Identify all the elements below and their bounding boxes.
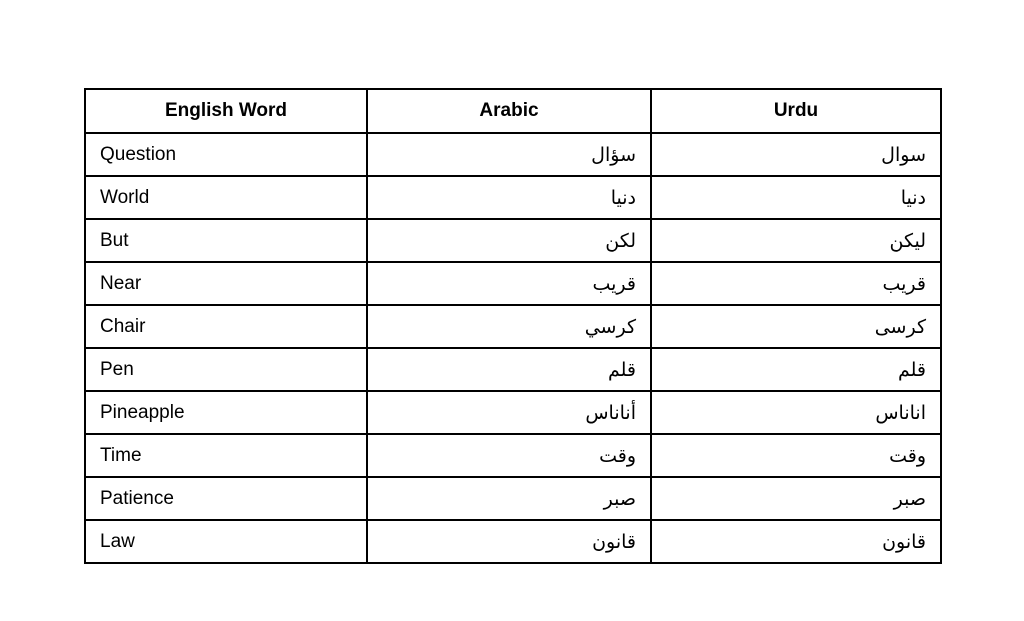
table-row (85, 305, 941, 348)
cell-urdu: دنیا (651, 176, 941, 219)
table-row (85, 176, 941, 219)
cell-arabic: قلم (367, 348, 651, 391)
table-row (85, 434, 941, 477)
cell-english: Pen (85, 348, 367, 391)
cell-arabic: سؤال (367, 133, 651, 176)
cell-english: Chair (85, 305, 367, 348)
cell-arabic: صبر (367, 477, 651, 520)
table-header-row (85, 89, 941, 133)
cell-urdu: اناناس (651, 391, 941, 434)
table-row (85, 477, 941, 520)
column-header-english: English Word (85, 89, 367, 133)
cell-arabic: لكن (367, 219, 651, 262)
cell-urdu: قریب (651, 262, 941, 305)
cell-arabic: وقت (367, 434, 651, 477)
cell-urdu: کرسی (651, 305, 941, 348)
cell-urdu: قانون (651, 520, 941, 563)
cell-english: World (85, 176, 367, 219)
table-row (85, 391, 941, 434)
cell-arabic: دنيا (367, 176, 651, 219)
cell-english: Question (85, 133, 367, 176)
cell-english: Patience (85, 477, 367, 520)
table-row (85, 262, 941, 305)
cell-english: Pineapple (85, 391, 367, 434)
cell-arabic: قانون (367, 520, 651, 563)
cell-urdu: لیکن (651, 219, 941, 262)
cell-arabic: أناناس (367, 391, 651, 434)
table-row (85, 520, 941, 563)
cell-urdu: قلم (651, 348, 941, 391)
cell-arabic: قريب (367, 262, 651, 305)
column-header-urdu: Urdu (651, 89, 941, 133)
cell-english: Near (85, 262, 367, 305)
cell-english: But (85, 219, 367, 262)
cell-arabic: كرسي (367, 305, 651, 348)
table-header (85, 89, 941, 133)
column-header-arabic: Arabic (367, 89, 651, 133)
cell-urdu: وقت (651, 434, 941, 477)
cell-english: Time (85, 434, 367, 477)
table-row (85, 219, 941, 262)
cell-english: Law (85, 520, 367, 563)
cell-urdu: سوال (651, 133, 941, 176)
table-body (85, 133, 941, 563)
vocabulary-table (84, 88, 942, 564)
cell-urdu: صبر (651, 477, 941, 520)
table-row (85, 133, 941, 176)
vocabulary-table-container (84, 88, 940, 564)
table-row (85, 348, 941, 391)
